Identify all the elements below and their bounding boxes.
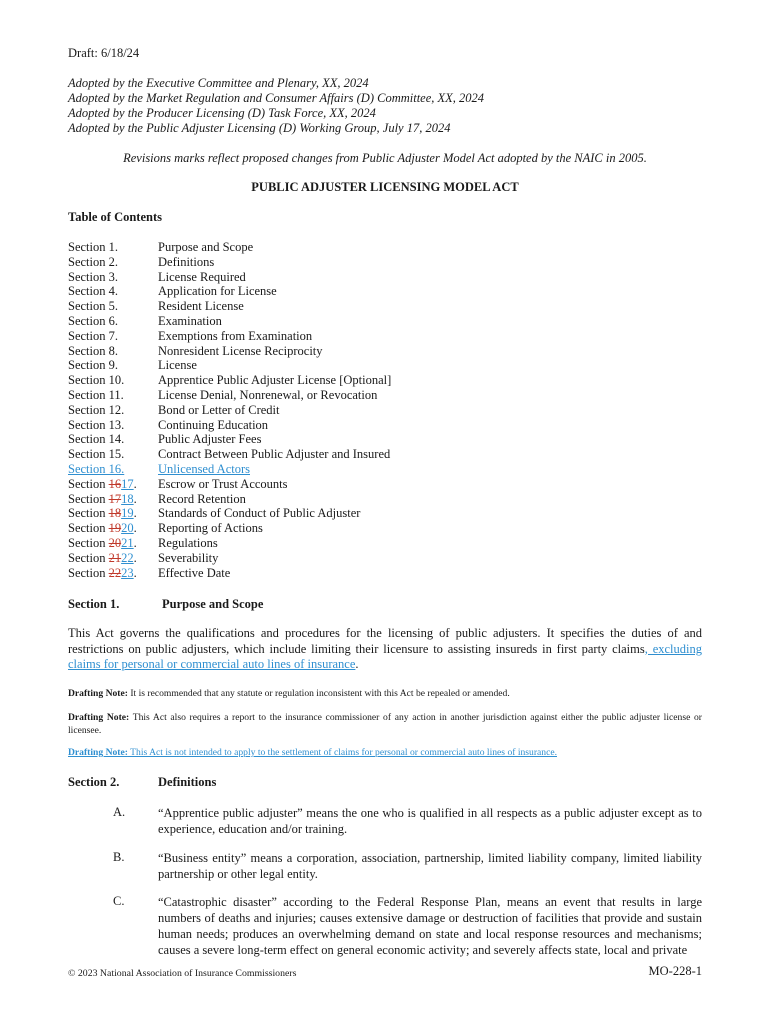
deleted-number: 19 bbox=[108, 521, 122, 536]
toc-section-number bbox=[68, 344, 118, 359]
section-label: Section 4. bbox=[68, 284, 118, 299]
inserted-number: 17 bbox=[121, 476, 134, 491]
adopted-line: Adopted by the Executive Committee and Plenary, XX, 2024 bbox=[68, 76, 369, 90]
toc-entry[interactable] bbox=[68, 462, 468, 477]
toc-section-title: Severability bbox=[158, 550, 219, 565]
deleted-number: 20 bbox=[108, 536, 122, 550]
toc-section-number bbox=[68, 299, 118, 314]
definition-text: “Business entity” means a corporation, association, partnership, limited liability company, limited liability partnership or other legal entity. bbox=[158, 851, 702, 881]
toc-section-title: Nonresident License Reciprocity bbox=[158, 343, 323, 358]
inserted-text: , excluding claims for personal or commercial auto lines of insurance bbox=[68, 641, 702, 671]
section-label: Section 15. bbox=[68, 447, 125, 462]
section-label: Section 9. bbox=[68, 358, 118, 373]
toc-section-number bbox=[68, 388, 124, 403]
toc-entry[interactable] bbox=[68, 418, 468, 433]
toc-entry[interactable] bbox=[68, 506, 468, 521]
toc-section-number bbox=[68, 403, 124, 418]
definition-text: “Apprentice public adjuster” means the one who is qualified in all respects as a public adjuster except as to experience, education and/or training. bbox=[158, 806, 702, 836]
drafting-note-inserted bbox=[68, 747, 702, 760]
toc-section-title: Contract Between Public Adjuster and Insured bbox=[158, 447, 391, 462]
inserted-number: 22 bbox=[121, 550, 134, 565]
toc-entry[interactable] bbox=[68, 344, 468, 359]
section-label: Section 11. bbox=[68, 388, 124, 402]
section-label: Section 16. bbox=[68, 462, 125, 476]
toc-entry[interactable] bbox=[68, 492, 468, 507]
drafting-note-label: Drafting Note: bbox=[68, 688, 128, 699]
toc-section-title: Public Adjuster Fees bbox=[158, 432, 262, 447]
section-suffix: . bbox=[133, 521, 137, 536]
section-label: Section 12. bbox=[68, 402, 125, 417]
toc-section-number bbox=[68, 255, 118, 270]
toc-section-number bbox=[68, 373, 124, 388]
toc-section-title: Escrow or Trust Accounts bbox=[158, 476, 288, 491]
toc-entry[interactable] bbox=[68, 358, 468, 373]
toc-section-title: Definitions bbox=[158, 254, 215, 269]
section-suffix: . bbox=[133, 506, 137, 521]
toc-section-number bbox=[68, 506, 137, 521]
deleted-number: 21 bbox=[108, 550, 122, 565]
drafting-note-text: This Act is not intended to apply to the settlement of claims for personal or commercial auto lines of insurance. bbox=[127, 747, 557, 758]
toc-section-number bbox=[68, 358, 118, 373]
section-label: Section 7. bbox=[68, 328, 118, 343]
toc-entry[interactable] bbox=[68, 403, 468, 418]
toc-entry[interactable] bbox=[68, 447, 468, 462]
section-suffix: . bbox=[133, 536, 137, 550]
toc-entry[interactable] bbox=[68, 536, 468, 551]
toc-section-title: Exemptions from Examination bbox=[158, 328, 313, 343]
section-1-number: Section 1. bbox=[68, 597, 120, 611]
section-label: Section 6. bbox=[68, 314, 118, 328]
definition-text: “Catastrophic disaster” according to the Federal Response Plan, means an event that results in large numbers of deaths and injuries; causes extensive damage or destruction of facilities that provide and sustain human needs; produces an overwhelming demand on state and local response resources and mechanisms; causes a severe long-term effect on general economic activity; and severely affects state, local and private bbox=[158, 895, 702, 957]
toc-section-title: Regulations bbox=[158, 536, 218, 550]
toc-section-title: Unlicensed Actors bbox=[158, 462, 250, 476]
toc-section-number bbox=[68, 492, 137, 507]
toc-section-number bbox=[68, 536, 137, 551]
section-1-title: Purpose and Scope bbox=[162, 597, 264, 611]
toc-section-title: Apprentice Public Adjuster License [Optional] bbox=[158, 373, 392, 388]
toc-section-title: Examination bbox=[158, 314, 222, 328]
body-text-end: . bbox=[355, 657, 359, 671]
toc-section-title: Effective Date bbox=[158, 565, 231, 580]
drafting-note bbox=[68, 688, 702, 701]
drafting-note-label: Drafting Note: bbox=[68, 712, 130, 723]
section-suffix: . bbox=[133, 491, 137, 506]
section-label: Section bbox=[68, 506, 109, 521]
toc-section-number bbox=[68, 477, 137, 492]
section-label: Section 13. bbox=[68, 417, 125, 432]
deleted-number: 17 bbox=[108, 491, 122, 506]
toc-entry[interactable] bbox=[68, 477, 468, 492]
section-label: Section bbox=[68, 491, 109, 506]
toc-section-title: Application for License bbox=[158, 284, 277, 299]
section-label: Section bbox=[68, 476, 109, 491]
adopted-line: Adopted by the Public Adjuster Licensing (D) Working Group, July 17, 2024 bbox=[68, 121, 451, 135]
section-suffix: . bbox=[133, 550, 137, 565]
section-label: Section bbox=[68, 550, 109, 565]
footer-copyright: © 2023 National Association of Insurance Commissioners bbox=[68, 968, 297, 979]
toc-section-number bbox=[68, 432, 124, 447]
section-label: Section 2. bbox=[68, 254, 118, 269]
section-label: Section 8. bbox=[68, 343, 118, 358]
inserted-number: 18 bbox=[121, 491, 134, 506]
section-label: Section bbox=[68, 521, 109, 536]
inserted-number: 20 bbox=[121, 521, 134, 536]
section-suffix: . bbox=[133, 476, 137, 491]
toc-entry[interactable] bbox=[68, 432, 468, 447]
toc-entry[interactable] bbox=[68, 329, 468, 344]
toc-entry[interactable] bbox=[68, 551, 468, 566]
toc-entry[interactable] bbox=[68, 299, 468, 314]
toc-section-number bbox=[68, 521, 137, 536]
page-number: MO-228-1 bbox=[648, 964, 702, 978]
definition-letter: A. bbox=[113, 805, 126, 819]
toc-entry[interactable] bbox=[68, 284, 468, 299]
toc-entry[interactable] bbox=[68, 270, 468, 285]
definition-letter: C. bbox=[113, 894, 125, 908]
toc-section-title: License Denial, Nonrenewal, or Revocation bbox=[158, 388, 378, 402]
toc-section-title: Resident License bbox=[158, 299, 244, 314]
toc-entry[interactable] bbox=[68, 521, 468, 536]
toc-section-number bbox=[68, 270, 118, 285]
toc-heading: Table of Contents bbox=[68, 210, 162, 224]
inserted-number: 21 bbox=[121, 536, 134, 550]
toc-section-title: Record Retention bbox=[158, 491, 246, 506]
section-label: Section 3. bbox=[68, 269, 118, 284]
section-label: Section 1. bbox=[68, 240, 118, 254]
revisions-note: Revisions marks reflect proposed changes from Public Adjuster Model Act adopted by the NAIC in 2005. bbox=[123, 151, 647, 165]
inserted-number: 23 bbox=[121, 565, 134, 580]
section-label: Section 5. bbox=[68, 299, 118, 314]
deleted-number: 18 bbox=[108, 506, 122, 521]
draft-date: Draft: 6/18/24 bbox=[68, 46, 140, 60]
toc-entry[interactable] bbox=[68, 566, 468, 581]
toc-section-title: Reporting of Actions bbox=[158, 521, 263, 536]
section-2-title: Definitions bbox=[158, 775, 217, 789]
toc-section-number bbox=[68, 447, 124, 462]
toc-entry[interactable] bbox=[68, 255, 468, 270]
body-text: This Act governs the qualifications and procedures for the licensing of public adjusters. It specifies the duties of and restrictions on public adjusters, which include limiting their licensure to assisting insureds in first party claims bbox=[68, 626, 702, 656]
inserted-number: 19 bbox=[121, 506, 134, 521]
toc-entry[interactable] bbox=[68, 388, 468, 403]
toc-section-title: Bond or Letter of Credit bbox=[158, 402, 280, 417]
toc-section-title: License Required bbox=[158, 269, 246, 284]
toc-entry[interactable] bbox=[68, 314, 468, 329]
adopted-line: Adopted by the Producer Licensing (D) Task Force, XX, 2024 bbox=[68, 106, 376, 120]
toc-section-number bbox=[68, 566, 137, 581]
section-2-number: Section 2. bbox=[68, 775, 120, 789]
toc-entry[interactable] bbox=[68, 240, 468, 255]
adopted-line: Adopted by the Market Regulation and Consumer Affairs (D) Committee, XX, 2024 bbox=[68, 91, 485, 105]
toc-section-number bbox=[68, 551, 137, 566]
drafting-note-text: This Act also requires a report to the insurance commissioner of any action in another jurisdiction against either the public adjuster license or licensee. bbox=[68, 712, 702, 736]
toc-section-title: Standards of Conduct of Public Adjuster bbox=[158, 506, 361, 521]
definition-letter: B. bbox=[113, 850, 125, 864]
toc-section-number bbox=[68, 329, 118, 344]
deleted-number: 22 bbox=[108, 565, 122, 580]
toc-section-number bbox=[68, 418, 124, 433]
toc-section-number bbox=[68, 314, 118, 329]
section-1-body bbox=[68, 626, 702, 673]
section-suffix: . bbox=[133, 565, 137, 580]
drafting-note-label: Drafting Note: bbox=[68, 747, 128, 758]
toc-section-number bbox=[68, 284, 118, 299]
toc-section-title: Purpose and Scope bbox=[158, 240, 254, 254]
toc-section-number bbox=[68, 462, 124, 477]
section-label: Section bbox=[68, 565, 109, 580]
deleted-number: 16 bbox=[108, 476, 122, 491]
section-label: Section 10. bbox=[68, 373, 125, 388]
section-label: Section 14. bbox=[68, 432, 125, 447]
toc-section-title: License bbox=[158, 358, 197, 373]
toc-section-number bbox=[68, 240, 118, 255]
section-label: Section bbox=[68, 536, 109, 550]
drafting-note bbox=[68, 712, 702, 737]
toc-section-title: Continuing Education bbox=[158, 417, 269, 432]
drafting-note-text: It is recommended that any statute or regulation inconsistent with this Act be repealed or amended. bbox=[127, 688, 510, 699]
document-title: PUBLIC ADJUSTER LICENSING MODEL ACT bbox=[251, 180, 519, 194]
toc-entry[interactable] bbox=[68, 373, 468, 388]
